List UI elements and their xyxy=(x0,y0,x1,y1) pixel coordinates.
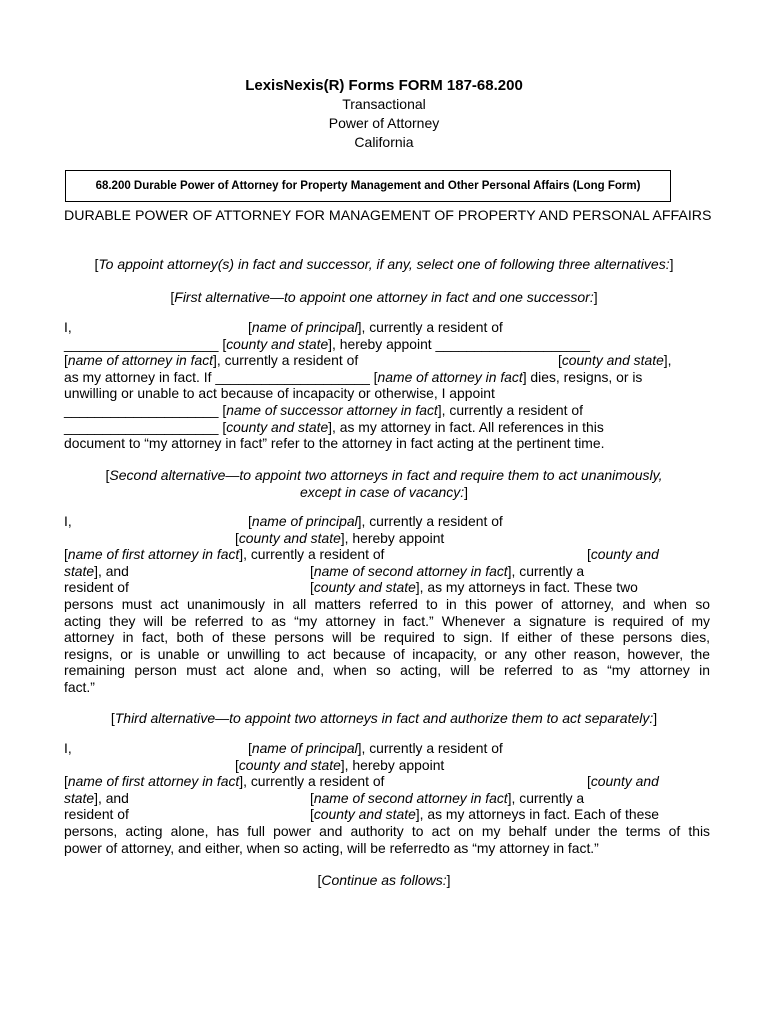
blank-field: ____________________ xyxy=(64,335,219,352)
blank-field: ____________________ xyxy=(64,418,219,435)
alt2-label: [Second alternative—to appoint two attorneys in fact and require them to act unanimously, except in case of vacancy:] xyxy=(105,467,663,500)
alt3-paragraph: I, [name of principal], currently a resident of [county and state], hereby appoint [name of first attorney in fact], currently a resident of [county and state], and [name of second attorney in fact], currently a resident of [county and state], as my attorneys in fact. Each of these persons, acting alone, has full power and authority to act on my behalf under the terms of this power of attorney, and either, when so acting, will be referredto as “my attorney in fact.” xyxy=(64,740,710,856)
instruction-note: [To appoint attorney(s) in fact and successor, if any, select one of following three alternatives:] xyxy=(94,256,674,272)
alt3-label: [Third alternative—to appoint two attorneys in fact and authorize them to act separately:] xyxy=(110,710,658,726)
section-title: 68.200 Durable Power of Attorney for Property Management and Other Personal Affairs (Long Form) xyxy=(95,180,641,192)
form-category: Transactional xyxy=(342,96,426,112)
form-jurisdiction: California xyxy=(354,134,414,150)
blank-field: ____________________ xyxy=(64,401,219,418)
alt2-paragraph: I, [name of principal], currently a resident of [county and state], hereby appoint [name of first attorney in fact], currently a resident of [county and state], and [name of second attorney in fact], currently a resident of [county and state], as my attorneys in fact. These two persons must act unanimously in all matters referred to in this power of attorney, and when so acting they will be referred to as “my attorney in fact.” Whenever a signature is required of my attorney in fact, both of these persons will be required to sign. If either of these persons dies, resigns, or is unable or unwilling to act because of incapacity, or any other reason, however, the remaining person must act alone and, when so acting, will be referred to as “my attorney in fact.” xyxy=(64,513,710,695)
form-header xyxy=(0,76,768,152)
blank-field: ____________________ xyxy=(215,368,370,385)
document-heading: DURABLE POWER OF ATTORNEY FOR MANAGEMENT OF PROPERTY AND PERSONAL AFFAIRS xyxy=(64,208,712,224)
alt1-label: [First alternative—to appoint one attorney in fact and one successor:] xyxy=(170,289,598,305)
continue-note: [Continue as follows:] xyxy=(317,872,451,888)
blank-field: ____________________ xyxy=(435,335,591,352)
form-title: LexisNexis(R) Forms FORM 187-68.200 xyxy=(245,77,523,94)
section-title-box xyxy=(65,170,671,202)
form-topic: Power of Attorney xyxy=(328,115,440,131)
alt1-paragraph: I, [name of principal], currently a resident of ____________________ [county and state], hereby appoint ____________________ [name of attorney in fact], currently a resident of [county and state], as my attorney in fact. If ____________________ [name of attorney in fact] dies, resigns, or is unwilling or unable to act because of incapacity or otherwise, I appoint ____________________ [name of successor attorney in fact], currently a resident of ____________________ [county and state], as my attorney in fact. All references in this document to “my attorney in fact” refer to the attorney in fact acting at the pertinent time. xyxy=(64,319,672,452)
